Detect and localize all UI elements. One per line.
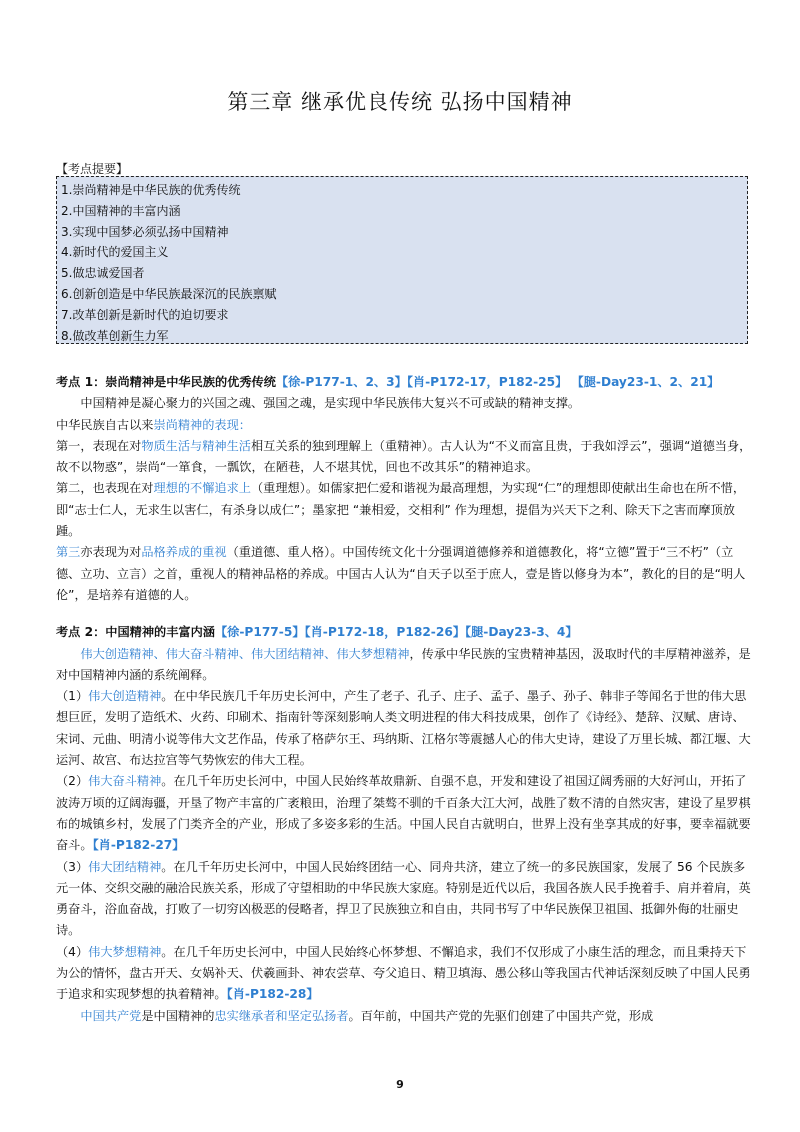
highlight-text: 第三 [56, 545, 81, 560]
section-1-refs: 【徐-P177-1、2、3】【肖-P172-17，P182-25】 【腿-Day23-1、2、21】 [275, 375, 720, 389]
section-2-item-2 [56, 771, 756, 856]
text-run: 是中国精神的 [141, 1008, 215, 1023]
item-number: （3） [56, 859, 89, 874]
spacer [56, 606, 756, 622]
main-content [56, 372, 756, 1027]
highlight-text: 忠实继承者和坚定弘扬者 [214, 1008, 349, 1023]
text-run: （重道德、重人格）。中国传统文化十分强调道德修养和道德教化，将“立德”置于“三不朽”（立德、立功、立言）之首，重视人的精神品格的养成。中国古人认为“自天子以至于庶人，壹是皆以修身为本”，教化的目的是“明人伦”，是培养有道德的人。 [56, 545, 746, 602]
section-2-last-para [56, 1006, 756, 1027]
reference-tag: 【肖-P182-27】 [92, 838, 185, 853]
text-run: ，传承中华民族的宝贵精神基因，汲取时代的丰厚精神滋养，是对中国精神内涵的系统阐释。 [56, 646, 751, 682]
keypoint-item: 4.新时代的爱国主义 [61, 245, 169, 260]
highlight-text: 品格养成的重视 [141, 545, 227, 560]
keypoints-box [56, 176, 748, 344]
highlight-text: 物质生活与精神生活 [141, 438, 251, 453]
section-2-heading [56, 622, 756, 643]
keypoints-header: 【考点提要】 [56, 162, 129, 176]
section-1-para-4 [56, 478, 756, 542]
highlight-text: 伟大团结精神 [88, 859, 162, 874]
keypoint-item: 6.创新创造是中华民族最深沉的民族禀赋 [61, 286, 277, 301]
keypoint-item: 2.中国精神的丰富内涵 [61, 203, 181, 218]
section-1-para-5 [56, 542, 756, 606]
section-1-para-3 [56, 436, 756, 479]
text-run: 亦表现为对 [80, 545, 142, 560]
highlight-text: 伟大创造精神、伟大奋斗精神、伟大团结精神、伟大梦想精神 [80, 646, 410, 661]
text-run: 。在几千年历史长河中，中国人民始终心怀梦想、不懈追求，我们不仅形成了小康生活的理念，而且秉持天下为公的情怀，盘古开天、女娲补天、伏羲画卦、神农尝草、夸父追日、精卫填海、愚公移山等我国古代神话深刻反映了中国人民勇于追求和实现梦想的执着精神。 [56, 944, 751, 1002]
highlight-text: 伟大梦想精神 [88, 944, 162, 959]
text-run: 。在几千年历史长河中，中国人民始终革故鼎新、自强不息，开发和建设了祖国辽阔秀丽的大好河山，开拓了波涛万顷的辽阔海疆，开垦了物产丰富的广袤粮田，治理了桀骜不驯的千百条大江大河，战胜了数不清的自然灾害，建设了星罗棋布的城镇乡村，发展了门类齐全的产业，形成了多姿多彩的生活。中国人民自古就明白，世界上没有坐享其成的好事，要幸福就要奋斗。 [56, 774, 751, 853]
text-run: 第一，表现在对 [56, 438, 142, 453]
section-2-item-4 [56, 942, 756, 1006]
section-2-title: 考点 2：中国精神的丰富内涵 [56, 625, 215, 640]
highlight-text: 理想的不懈追求上 [153, 481, 251, 496]
section-1-heading [56, 372, 756, 393]
text-run: 第二，也表现在对 [56, 481, 154, 496]
text-run: 相互关系的独到理解上（重精神）。古人认为“不义而富且贵，于我如浮云”，强调“道德当身，故不以物惑”，崇尚“一箪食，一瓢饮，在陋巷，人不堪其忧，回也不改其乐”的精神追求。 [56, 438, 752, 475]
section-1-para-2 [56, 415, 756, 436]
section-2-refs: 【徐-P177-5】【肖-P172-18，P182-26】【腿-Day23-3、4】 [214, 625, 578, 640]
text-run: 。在中华民族几千年历史长河中，产生了老子、孔子、庄子、孟子、墨子、孙子、韩非子等闻名于世的伟大思想巨匠，发明了造纸术、火药、印刷术、指南针等深刻影响人类文明进程的伟大科技成果，创作了《诗经》、楚辞、汉赋、唐诗、宋词、元曲、明清小说等伟大文艺作品，传承了格萨尔王、玛纳斯、江格尔等震撼人心的伟大史诗，建设了万里长城、都江堰、大运河、故宫、布达拉宫等气势恢宏的伟大工程。 [56, 689, 751, 768]
text-run: 中华民族自古以来 [56, 417, 154, 432]
highlight-text: 伟大创造精神 [88, 689, 162, 704]
section-2-item-3 [56, 857, 756, 942]
highlight-text: 伟大奋斗精神 [88, 774, 162, 789]
text-run: 。百年前，中国共产党的先驱们创建了中国共产党，形成 [348, 1008, 654, 1023]
page-number: 9 [396, 1078, 404, 1091]
section-1-title: 考点 1：崇尚精神是中华民族的优秀传统 [56, 375, 276, 389]
keypoint-item: 1.崇尚精神是中华民族的优秀传统 [61, 183, 241, 197]
highlight-text: 崇尚精神的表现： [153, 417, 251, 432]
reference-tag: 【肖-P182-28】 [226, 987, 319, 1002]
keypoint-item: 8.做改革创新生力军 [61, 328, 169, 343]
section-1-para-1: 中国精神是凝心聚力的兴国之魂、强国之魂，是实现中华民族伟大复兴不可或缺的精神支撑。 [80, 396, 581, 411]
keypoint-item: 5.做忠诚爱国者 [61, 266, 145, 281]
section-2-intro [56, 644, 756, 687]
keypoint-item: 3.实现中国梦必须弘扬中国精神 [61, 224, 229, 239]
highlight-text: 中国共产党 [80, 1008, 142, 1023]
section-2-item-1 [56, 686, 756, 771]
item-number: （2） [56, 774, 89, 789]
item-number: （1） [56, 689, 89, 704]
chapter-title: 第三章 继承优良传统 弘扬中国精神 [227, 90, 573, 114]
text-run: 。在几千年历史长河中，中国人民始终团结一心、同舟共济，建立了统一的多民族国家，发展了 56 个民族多元一体、交织交融的融洽民族关系，形成了守望相助的中华民族大家庭。特别是近代以后，我国各族人民手挽着手、肩并着肩，英勇奋斗，浴血奋战，打败了一切穷凶极恶的侵略者，捍卫了民族独立和自由，共同书写了中华民族保卫祖国、抵御外侮的壮丽史诗。 [56, 859, 751, 938]
keypoint-item: 7.改革创新是新时代的迫切要求 [61, 307, 229, 322]
item-number: （4） [56, 944, 89, 959]
text-run: （重理想）。如儒家把仁爱和谐视为最高理想，为实现“仁”的理想即使献出生命也在所不惜，即“志士仁人，无求生以害仁，有杀身以成仁”；墨家把 “兼相爱，交相利” 作为理想，提倡为兴天下之利、除天下之害而摩顶放踵。 [56, 481, 746, 539]
